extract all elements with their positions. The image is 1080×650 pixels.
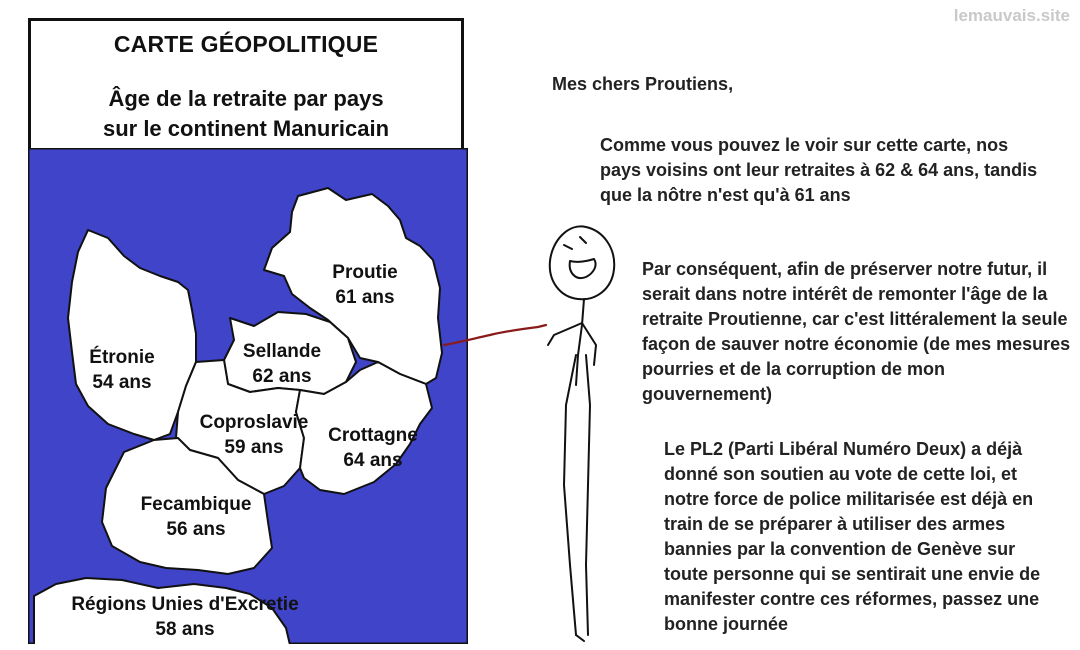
speech-paragraph-2: Par conséquent, afin de préserver notre futur, il serait dans notre intérêt de remonter l'âge de la retraite Proutienne, car c'est littéralement la seule façon de sauver notre économie (de mes mesures pourries et de la corruption de mon gouvernement) xyxy=(642,259,1071,404)
map-subtitle-line1: Âge de la retraite par pays xyxy=(108,86,384,111)
label-excretie-age: 58 ans xyxy=(155,619,215,640)
pointer-stick-icon xyxy=(444,325,546,345)
label-fecambique-age: 56 ans xyxy=(166,519,226,540)
label-excretie-name: Régions Unies d'Excretie xyxy=(71,594,299,615)
stick-figure-icon xyxy=(436,205,636,650)
label-proutie-age: 61 ans xyxy=(335,287,395,308)
map-subtitle-line2: sur le continent Manuricain xyxy=(102,116,390,141)
label-crottagne-name: Crottagne xyxy=(328,425,418,446)
label-proutie-name: Proutie xyxy=(332,262,398,283)
map-title: CARTE GÉOPOLITIQUE xyxy=(113,31,379,57)
map-title-box xyxy=(28,18,464,148)
speech-paragraph-3: Le PL2 (Parti Libéral Numéro Deux) a déjà donné son soutien au vote de cette loi, et notre force de police militarisée est déjà en train de se préparer à utiliser des armes bannies par la convention de Genève sur toute personne qui se sentirait une envie de manifester contre ces réformes, passez une bonne journée xyxy=(664,439,1041,634)
map-subtitle xyxy=(31,84,461,144)
speech-greeting: Mes chers Proutiens, xyxy=(552,74,734,94)
label-coproslavie-age: 59 ans xyxy=(224,437,284,458)
label-etronie-name: Étronie xyxy=(89,347,155,368)
label-sellande-name: Sellande xyxy=(242,341,322,362)
label-coproslavie-name: Coproslavie xyxy=(199,412,309,433)
map-svg xyxy=(28,148,468,644)
label-etronie-age: 54 ans xyxy=(92,372,152,393)
speech-paragraph-1: Comme vous pouvez le voir sur cette carte, nos pays voisins ont leur retraites à 62 & 64 ans, tandis que la nôtre n'est qu'à 61 ans xyxy=(600,135,1038,205)
map xyxy=(28,148,468,644)
watermark: lemauvais.site xyxy=(953,6,1070,25)
label-sellande-age: 62 ans xyxy=(252,366,312,387)
label-crottagne-age: 64 ans xyxy=(343,450,403,471)
label-fecambique-name: Fecambique xyxy=(140,494,252,515)
